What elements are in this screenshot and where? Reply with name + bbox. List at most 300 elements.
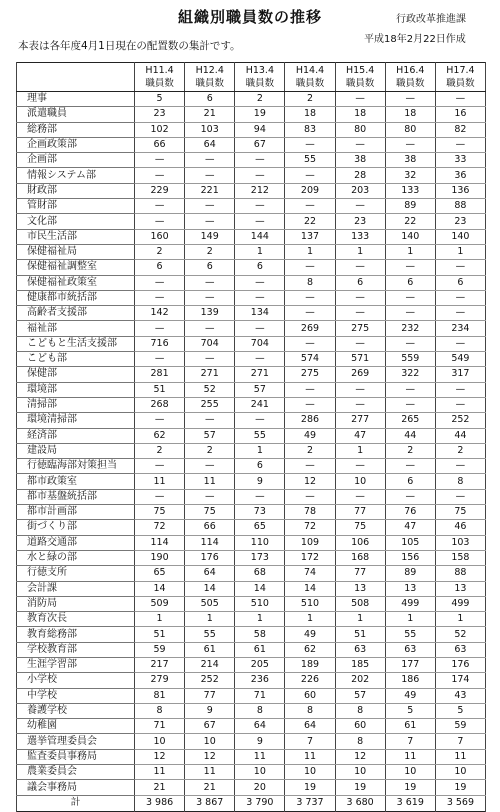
staff-count-cell: 174 — [435, 673, 485, 688]
staff-count-cell: 510 — [235, 596, 285, 611]
staff-count-cell: 704 — [235, 336, 285, 351]
staff-count-cell: 110 — [235, 535, 285, 550]
staff-count-cell: 1 — [335, 443, 385, 458]
table-row — [17, 352, 486, 367]
staff-count-cell: 156 — [385, 550, 435, 565]
staff-count-cell: 11 — [385, 749, 435, 764]
staff-count-cell: 72 — [135, 520, 185, 535]
staff-count-cell: 63 — [435, 642, 485, 657]
org-name-cell: 会計課 — [17, 581, 135, 596]
staff-count-cell: — — [335, 92, 385, 107]
staff-count-cell: 509 — [135, 596, 185, 611]
table-row — [17, 428, 486, 443]
staff-count-cell: 18 — [385, 107, 435, 122]
table-row — [17, 688, 486, 703]
staff-count-cell: 1 — [135, 612, 185, 627]
department-label: 行政改革推進課 — [396, 14, 466, 25]
staff-count-cell: 1 — [385, 244, 435, 259]
column-year: H14.4 — [295, 65, 325, 76]
org-name-cell: こどもと生活支援部 — [17, 336, 135, 351]
total-value-cell: 3 569 — [435, 795, 485, 811]
staff-count-cell: 57 — [335, 688, 385, 703]
staff-count-cell: 236 — [235, 673, 285, 688]
staff-count-cell: — — [185, 199, 235, 214]
staff-count-cell: — — [435, 382, 485, 397]
staff-count-cell: 83 — [285, 122, 335, 137]
staff-count-cell: 52 — [435, 627, 485, 642]
staff-count-cell: 158 — [435, 550, 485, 565]
staff-count-cell: 2 — [285, 92, 335, 107]
staff-count-cell: 89 — [385, 199, 435, 214]
staff-count-cell: 10 — [335, 474, 385, 489]
staff-count-cell: 281 — [135, 367, 185, 382]
staff-count-cell: 234 — [435, 321, 485, 336]
column-label: 職員数 — [345, 78, 375, 89]
table-row — [17, 520, 486, 535]
org-name-cell: 情報システム部 — [17, 168, 135, 183]
staff-count-cell: 81 — [135, 688, 185, 703]
staff-count-cell: — — [185, 153, 235, 168]
creation-date: 平成18年2月22日作成 — [364, 34, 466, 45]
staff-count-cell: 103 — [435, 535, 485, 550]
org-name-cell: 環境清掃部 — [17, 413, 135, 428]
staff-count-cell: 47 — [335, 428, 385, 443]
staff-count-cell: 76 — [385, 505, 435, 520]
staff-count-cell: 265 — [385, 413, 435, 428]
org-name-cell: 福祉部 — [17, 321, 135, 336]
staff-count-cell: 505 — [185, 596, 235, 611]
staff-count-cell: — — [335, 489, 385, 504]
staff-count-cell: 133 — [335, 229, 385, 244]
table-row — [17, 367, 486, 382]
staff-count-cell: — — [335, 137, 385, 152]
staff-count-cell: 7 — [285, 734, 335, 749]
table-row — [17, 566, 486, 581]
staff-count-cell: — — [185, 275, 235, 290]
staff-count-cell: — — [385, 397, 435, 412]
staff-count-cell: — — [335, 199, 385, 214]
staff-count-cell: 57 — [185, 428, 235, 443]
staff-count-cell: 2 — [285, 443, 335, 458]
org-name-cell: 市民生活部 — [17, 229, 135, 244]
staff-count-cell: 9 — [235, 474, 285, 489]
staff-count-cell: 160 — [135, 229, 185, 244]
staff-count-cell: 109 — [285, 535, 335, 550]
staff-count-cell: 275 — [335, 321, 385, 336]
staff-count-cell: 11 — [235, 749, 285, 764]
org-name-cell: 水と緑の部 — [17, 550, 135, 565]
staff-count-cell: 52 — [185, 382, 235, 397]
staff-count-cell: 277 — [335, 413, 385, 428]
table-row — [17, 199, 486, 214]
column-header — [385, 63, 435, 92]
staff-count-cell: 13 — [385, 581, 435, 596]
staff-count-cell: 19 — [385, 780, 435, 795]
table-row — [17, 535, 486, 550]
staff-count-cell: 186 — [385, 673, 435, 688]
staff-count-cell: — — [235, 413, 285, 428]
staff-count-cell: 549 — [435, 352, 485, 367]
staff-count-cell: 1 — [335, 612, 385, 627]
table-row — [17, 413, 486, 428]
column-label: 職員数 — [295, 78, 325, 89]
column-year: H15.4 — [345, 65, 375, 76]
staff-count-cell: 8 — [285, 275, 335, 290]
staff-count-cell: 221 — [185, 183, 235, 198]
staff-count-cell: 1 — [235, 443, 285, 458]
staff-count-cell: — — [285, 168, 335, 183]
staff-count-cell: 80 — [335, 122, 385, 137]
staff-count-cell: — — [235, 290, 285, 305]
staff-count-cell: 32 — [385, 168, 435, 183]
column-label: 職員数 — [245, 78, 275, 89]
table-row — [17, 92, 486, 107]
staff-count-cell: — — [185, 413, 235, 428]
staff-count-cell: 10 — [435, 765, 485, 780]
staff-count-cell: — — [335, 306, 385, 321]
staff-count-cell: 10 — [185, 734, 235, 749]
staff-count-cell: 10 — [285, 765, 335, 780]
org-name-cell: 建設局 — [17, 443, 135, 458]
staff-count-cell: 268 — [135, 397, 185, 412]
staff-count-cell: 1 — [285, 244, 335, 259]
staff-count-cell: 10 — [335, 765, 385, 780]
table-row — [17, 321, 486, 336]
staff-count-cell: 252 — [435, 413, 485, 428]
staff-count-cell: 10 — [385, 765, 435, 780]
staff-count-cell: 114 — [135, 535, 185, 550]
staff-count-cell: 140 — [435, 229, 485, 244]
staff-count-cell: — — [135, 199, 185, 214]
org-name-cell: 企画部 — [17, 153, 135, 168]
staff-count-cell: — — [285, 336, 335, 351]
column-year: H11.4 — [145, 65, 174, 76]
column-header — [435, 63, 485, 92]
staff-count-cell: 74 — [285, 566, 335, 581]
staff-count-cell: 8 — [335, 703, 385, 718]
staff-count-cell: 65 — [235, 520, 285, 535]
staff-count-cell: — — [285, 397, 335, 412]
staff-count-cell: 226 — [285, 673, 335, 688]
org-name-cell: 理事 — [17, 92, 135, 107]
staff-count-cell: — — [135, 153, 185, 168]
staff-count-cell: 6 — [385, 275, 435, 290]
org-name-cell: 健康都市統括部 — [17, 290, 135, 305]
total-value-cell: 3 737 — [285, 795, 335, 811]
page-title: 組織別職員数の推移 — [177, 8, 322, 26]
org-name-cell: 保健部 — [17, 367, 135, 382]
staff-count-cell: 67 — [185, 719, 235, 734]
org-name-cell: 監査委員事務局 — [17, 749, 135, 764]
staff-count-cell: 64 — [185, 566, 235, 581]
staff-count-cell: 49 — [285, 627, 335, 642]
staff-count-cell: 133 — [385, 183, 435, 198]
staff-count-cell: — — [135, 352, 185, 367]
header-org-cell — [17, 63, 135, 92]
staff-count-cell: 189 — [285, 657, 335, 672]
staff-count-cell: 6 — [185, 92, 235, 107]
staff-count-cell: — — [385, 336, 435, 351]
staff-count-cell: 64 — [235, 719, 285, 734]
org-name-cell: 保健福祉調整室 — [17, 260, 135, 275]
staff-count-cell: 103 — [185, 122, 235, 137]
staff-count-cell: 22 — [285, 214, 335, 229]
staff-count-cell: 8 — [285, 703, 335, 718]
staff-count-cell: — — [135, 275, 185, 290]
column-label: 職員数 — [396, 78, 425, 89]
staff-count-cell: — — [435, 137, 485, 152]
staff-count-cell: — — [335, 260, 385, 275]
org-name-cell: 経済部 — [17, 428, 135, 443]
staff-count-cell: 12 — [185, 749, 235, 764]
staff-count-cell: 89 — [385, 566, 435, 581]
staff-count-cell: 6 — [435, 275, 485, 290]
staff-count-cell: — — [185, 321, 235, 336]
column-header — [185, 63, 235, 92]
staff-count-cell: 82 — [435, 122, 485, 137]
staff-count-cell: 11 — [135, 765, 185, 780]
staff-count-cell: 12 — [335, 749, 385, 764]
staff-count-cell: — — [235, 214, 285, 229]
org-name-cell: 派遣職員 — [17, 107, 135, 122]
staff-count-cell: — — [285, 382, 335, 397]
staff-count-cell: — — [385, 290, 435, 305]
staff-count-cell: — — [335, 382, 385, 397]
staff-count-cell: 94 — [235, 122, 285, 137]
table-row — [17, 657, 486, 672]
staff-count-cell: 114 — [185, 535, 235, 550]
staff-count-cell: 19 — [435, 780, 485, 795]
table-row — [17, 765, 486, 780]
staff-count-cell: 28 — [335, 168, 385, 183]
table-row — [17, 749, 486, 764]
staff-count-cell: 58 — [235, 627, 285, 642]
staff-count-cell: 139 — [185, 306, 235, 321]
staff-count-cell: 12 — [285, 474, 335, 489]
staff-count-cell: 176 — [435, 657, 485, 672]
staff-count-cell: 13 — [435, 581, 485, 596]
org-name-cell: 行徳支所 — [17, 566, 135, 581]
staff-count-cell: 6 — [235, 459, 285, 474]
staff-count-cell: 57 — [235, 382, 285, 397]
staff-count-cell: 241 — [235, 397, 285, 412]
staff-count-cell: 78 — [285, 505, 335, 520]
staff-count-cell: 44 — [435, 428, 485, 443]
org-name-cell: 保健福祉政策室 — [17, 275, 135, 290]
staff-count-cell: — — [235, 489, 285, 504]
staff-count-cell: 212 — [235, 183, 285, 198]
table-row — [17, 581, 486, 596]
staff-count-cell: 80 — [385, 122, 435, 137]
staff-count-cell: — — [235, 275, 285, 290]
staff-count-cell: — — [285, 290, 335, 305]
staff-count-cell: 75 — [135, 505, 185, 520]
staff-count-cell: 51 — [135, 382, 185, 397]
org-name-cell: 保健福祉局 — [17, 244, 135, 259]
staff-count-cell: 185 — [335, 657, 385, 672]
column-header — [335, 63, 385, 92]
staff-count-cell: 60 — [335, 719, 385, 734]
staff-count-cell: 21 — [185, 107, 235, 122]
staff-count-cell: 21 — [185, 780, 235, 795]
staff-count-cell: 14 — [235, 581, 285, 596]
staff-count-cell: 51 — [135, 627, 185, 642]
staff-count-cell: 317 — [435, 367, 485, 382]
staff-count-cell: 38 — [335, 153, 385, 168]
table-row — [17, 382, 486, 397]
staff-count-cell: 21 — [135, 780, 185, 795]
staff-count-cell: 11 — [185, 474, 235, 489]
column-year: H16.4 — [396, 65, 425, 76]
staff-count-cell: 11 — [135, 474, 185, 489]
staff-count-cell: 1 — [285, 612, 335, 627]
total-value-cell: 3 790 — [235, 795, 285, 811]
staff-count-cell: 5 — [385, 703, 435, 718]
column-year: H12.4 — [195, 65, 224, 76]
staff-count-cell: 102 — [135, 122, 185, 137]
table-row — [17, 229, 486, 244]
org-name-cell: 中学校 — [17, 688, 135, 703]
table-row — [17, 443, 486, 458]
org-name-cell: 学校教育部 — [17, 642, 135, 657]
staff-count-cell: 271 — [235, 367, 285, 382]
staff-count-cell: 16 — [435, 107, 485, 122]
table-row — [17, 612, 486, 627]
org-name-cell: 養護学校 — [17, 703, 135, 718]
staff-count-cell: 64 — [285, 719, 335, 734]
staff-count-cell: 508 — [335, 596, 385, 611]
staff-count-cell: 71 — [235, 688, 285, 703]
staff-count-cell: 14 — [285, 581, 335, 596]
staff-count-cell: 19 — [235, 107, 285, 122]
staff-count-cell: 36 — [435, 168, 485, 183]
staff-count-cell: — — [235, 321, 285, 336]
staff-count-cell: 2 — [185, 244, 235, 259]
staff-count-cell: 59 — [435, 719, 485, 734]
staff-count-cell: 134 — [235, 306, 285, 321]
staff-count-cell: — — [185, 459, 235, 474]
staff-count-cell: — — [185, 290, 235, 305]
staff-count-cell: 286 — [285, 413, 335, 428]
table-row — [17, 122, 486, 137]
total-value-cell: 3 680 — [335, 795, 385, 811]
table-row — [17, 780, 486, 795]
staff-count-cell: — — [285, 199, 335, 214]
staff-count-cell: — — [235, 153, 285, 168]
table-row — [17, 214, 486, 229]
staff-count-cell: 6 — [185, 260, 235, 275]
org-name-cell: 財政部 — [17, 183, 135, 198]
table-row — [17, 290, 486, 305]
table-row — [17, 397, 486, 412]
staff-count-cell: — — [135, 321, 185, 336]
staff-count-cell: 22 — [385, 214, 435, 229]
staff-count-cell: 55 — [385, 627, 435, 642]
staff-count-cell: — — [435, 397, 485, 412]
table-row — [17, 306, 486, 321]
org-name-cell: 議会事務局 — [17, 780, 135, 795]
staff-count-cell: 142 — [135, 306, 185, 321]
staff-count-cell: 255 — [185, 397, 235, 412]
staff-count-cell: — — [285, 306, 335, 321]
staff-count-cell: 47 — [385, 520, 435, 535]
table-row — [17, 107, 486, 122]
staff-count-cell: 1 — [435, 612, 485, 627]
table-row — [17, 703, 486, 718]
staff-count-cell: 23 — [135, 107, 185, 122]
staff-count-cell: 43 — [435, 688, 485, 703]
org-name-cell: 行徳臨海部対策担当 — [17, 459, 135, 474]
staff-count-cell: 62 — [285, 642, 335, 657]
staff-count-cell: 33 — [435, 153, 485, 168]
staff-count-cell: — — [235, 168, 285, 183]
staff-count-cell: 275 — [285, 367, 335, 382]
total-value-cell: 3 867 — [185, 795, 235, 811]
staff-count-cell: 6 — [135, 260, 185, 275]
staff-count-cell: 23 — [335, 214, 385, 229]
staff-count-cell: 44 — [385, 428, 435, 443]
staff-count-cell: 49 — [385, 688, 435, 703]
column-label: 職員数 — [446, 78, 475, 89]
staff-count-cell: — — [135, 459, 185, 474]
staff-count-cell: — — [385, 92, 435, 107]
staff-count-cell: — — [385, 459, 435, 474]
staff-count-cell: 19 — [285, 780, 335, 795]
staff-count-cell: — — [135, 168, 185, 183]
staff-count-cell: 59 — [135, 642, 185, 657]
org-name-cell: 小学校 — [17, 673, 135, 688]
staff-count-cell: 1 — [385, 612, 435, 627]
staff-count-cell: 1 — [185, 612, 235, 627]
table-row — [17, 183, 486, 198]
staff-count-cell: 137 — [285, 229, 335, 244]
staff-count-cell: 499 — [435, 596, 485, 611]
table-row — [17, 244, 486, 259]
staff-count-cell: 77 — [185, 688, 235, 703]
staff-count-cell: 10 — [235, 765, 285, 780]
staff-count-cell: 8 — [435, 474, 485, 489]
staff-count-cell: — — [185, 214, 235, 229]
staff-count-cell: 704 — [185, 336, 235, 351]
staff-count-cell: 62 — [135, 428, 185, 443]
staff-count-cell: 559 — [385, 352, 435, 367]
table-row — [17, 734, 486, 749]
staff-count-cell: — — [385, 489, 435, 504]
org-name-cell: 都市基盤統括部 — [17, 489, 135, 504]
staff-count-cell: 149 — [185, 229, 235, 244]
staff-count-cell: 8 — [335, 734, 385, 749]
staff-count-cell: — — [285, 489, 335, 504]
org-name-cell: 企画政策部 — [17, 137, 135, 152]
staff-count-cell: 63 — [385, 642, 435, 657]
staff-count-cell: 11 — [285, 749, 335, 764]
staff-count-cell: 2 — [135, 443, 185, 458]
org-name-cell: 都市政策室 — [17, 474, 135, 489]
table-note: 本表は各年度4月1日現在の配置数の集計です。 — [18, 40, 241, 52]
table-row — [17, 719, 486, 734]
staff-count-cell: 19 — [335, 780, 385, 795]
staff-count-cell: 66 — [135, 137, 185, 152]
column-header — [135, 63, 185, 92]
staff-count-cell: 144 — [235, 229, 285, 244]
staff-count-cell: 322 — [385, 367, 435, 382]
org-name-cell: 文化部 — [17, 214, 135, 229]
staff-count-cell: 190 — [135, 550, 185, 565]
table-row — [17, 168, 486, 183]
table-header-row — [17, 63, 486, 92]
staff-count-cell: 73 — [235, 505, 285, 520]
staff-count-cell: 71 — [135, 719, 185, 734]
